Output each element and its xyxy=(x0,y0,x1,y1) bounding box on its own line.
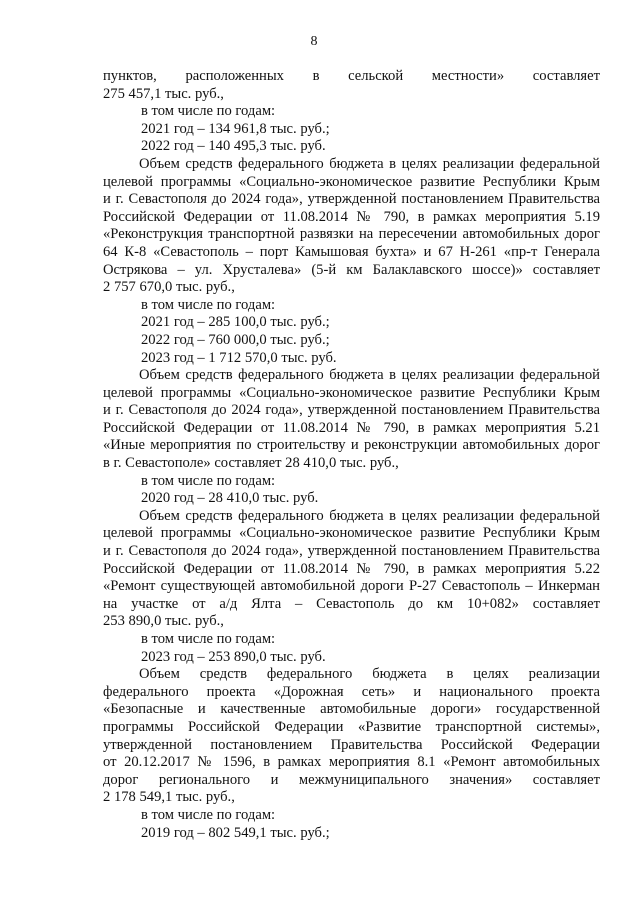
text-line: 2019 год – 802 549,1 тыс. руб.; xyxy=(141,824,330,841)
text-line: 2023 год – 253 890,0 тыс. руб. xyxy=(141,648,326,665)
text-line: и г. Севастополя до 2024 года», утвержденной постановлением Правительства xyxy=(103,543,600,560)
text-line: «Безопасные и качественные автомобильные дороги» государственной xyxy=(103,701,600,718)
text-line: Объем средств федерального бюджета в целях реализации федеральной xyxy=(139,367,600,384)
text-line: «Ремонт существующей автомобильной дороги Р-27 Севастополь – Инкерман xyxy=(103,578,600,595)
text-line: в том числе по годам: xyxy=(141,472,276,489)
text-line: 2021 год – 285 100,0 тыс. руб.; xyxy=(141,314,330,331)
text-line: 253 890,0 тыс. руб., xyxy=(103,613,224,630)
text-line: федерального проекта «Дорожная сеть» и национального проекта xyxy=(103,683,600,700)
text-line: на участке от а/д Ялта – Севастополь до км 10+082» составляет xyxy=(103,595,600,612)
text-line: и г. Севастополя до 2024 года», утвержденной постановлением Правительства xyxy=(103,191,600,208)
text-line: от 20.12.2017 № 1596, в рамках мероприятия 8.1 «Ремонт автомобильных xyxy=(103,754,600,771)
text-line: 2022 год – 140 495,3 тыс. руб. xyxy=(141,138,326,155)
text-line: целевой программы «Социально-экономическое развитие Республики Крым xyxy=(103,384,600,401)
text-line: дорог регионального и межмуниципального значения» составляет xyxy=(103,771,600,788)
text-line: 2020 год – 28 410,0 тыс. руб. xyxy=(141,490,319,507)
document-body xyxy=(103,68,600,842)
text-line: в том числе по годам: xyxy=(141,806,276,823)
text-line: 2023 год – 1 712 570,0 тыс. руб. xyxy=(141,349,337,366)
text-line: в том числе по годам: xyxy=(141,631,276,647)
text-line: в том числе по годам: xyxy=(141,103,276,120)
text-line: Российской Федерации от 11.08.2014 № 790, в рамках мероприятия 5.19 xyxy=(103,208,600,225)
text-line: Объем средств федерального бюджета в целях реализации федеральной xyxy=(139,155,600,172)
text-line: и г. Севастополя до 2024 года», утвержденной постановлением Правительства xyxy=(103,402,600,419)
text-line: 2 757 670,0 тыс. руб., xyxy=(103,279,235,296)
text-line: Объем средств федерального бюджета в целях реализации федеральной xyxy=(139,507,600,524)
text-line: в том числе по годам: xyxy=(141,296,276,313)
text-line: целевой программы «Социально-экономическое развитие Республики Крым xyxy=(103,525,600,542)
text-line: целевой программы «Социально-экономическое развитие Республики Крым xyxy=(103,173,600,190)
text-line: утвержденной постановлением Правительства Российской Федерации xyxy=(103,736,600,753)
text-line: Объем средств федерального бюджета в целях реализации xyxy=(139,666,600,683)
text-line: в г. Севастополе» составляет 28 410,0 тыс. руб., xyxy=(103,455,399,472)
text-line: пунктов, расположенных в сельской местности» составляет xyxy=(103,68,600,84)
text-line: Российской Федерации от 11.08.2014 № 790, в рамках мероприятия 5.22 xyxy=(103,560,600,577)
text-line: Острякова – ул. Хрусталева» (5-й км Балаклавского шоссе)» составляет xyxy=(103,261,600,278)
text-line: 64 К-8 «Севастополь – порт Камышовая бухта» и 67 Н-261 «пр-т Генерала xyxy=(103,243,600,260)
text-line: 2 178 549,1 тыс. руб., xyxy=(103,789,235,806)
page-number: 8 xyxy=(310,34,318,49)
text-line: «Иные мероприятия по строительству и реконструкции автомобильных дорог xyxy=(103,437,600,454)
text-line: Российской Федерации от 11.08.2014 № 790, в рамках мероприятия 5.21 xyxy=(103,419,600,436)
text-line: программы Российской Федерации «Развитие транспортной системы», xyxy=(103,718,600,735)
text-line: 2022 год – 760 000,0 тыс. руб.; xyxy=(141,331,330,348)
text-line: «Реконструкция транспортной развязки на пересечении автомобильных дорог xyxy=(103,226,600,243)
text-line: 275 457,1 тыс. руб., xyxy=(103,85,224,102)
text-line: 2021 год – 134 961,8 тыс. руб.; xyxy=(141,120,330,137)
